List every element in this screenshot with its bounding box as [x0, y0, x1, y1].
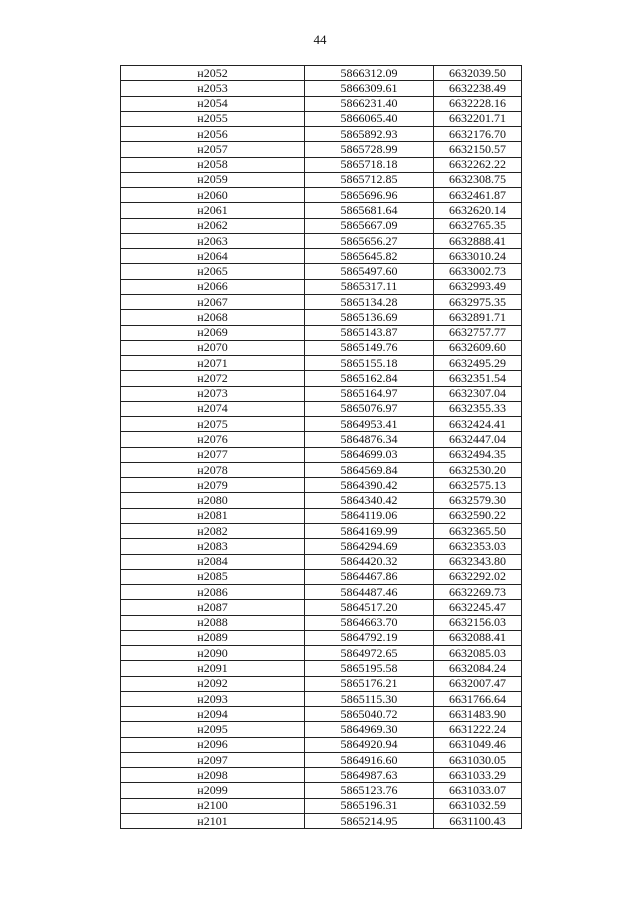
x-coordinate-cell: 5865176.21	[305, 676, 434, 691]
point-id-cell: н2066	[121, 279, 305, 294]
x-coordinate-cell: 5865656.27	[305, 233, 434, 248]
x-coordinate-cell: 5864792.19	[305, 630, 434, 645]
point-id-cell: н2078	[121, 462, 305, 477]
point-id-cell: н2083	[121, 539, 305, 554]
point-id-cell: н2068	[121, 310, 305, 325]
x-coordinate-cell: 5865645.82	[305, 249, 434, 264]
point-id-cell: н2082	[121, 523, 305, 538]
x-coordinate-cell: 5865196.31	[305, 798, 434, 813]
point-id-cell: н2054	[121, 96, 305, 111]
y-coordinate-cell: 6632262.22	[434, 157, 522, 172]
y-coordinate-cell: 6631033.29	[434, 768, 522, 783]
y-coordinate-cell: 6632007.47	[434, 676, 522, 691]
x-coordinate-cell: 5864487.46	[305, 585, 434, 600]
point-id-cell: н2067	[121, 294, 305, 309]
y-coordinate-cell: 6631483.90	[434, 707, 522, 722]
y-coordinate-cell: 6632039.50	[434, 66, 522, 81]
table-row	[121, 279, 522, 294]
point-id-cell: н2091	[121, 661, 305, 676]
x-coordinate-cell: 5864169.99	[305, 523, 434, 538]
point-id-cell: н2056	[121, 127, 305, 142]
x-coordinate-cell: 5865195.58	[305, 661, 434, 676]
x-coordinate-cell: 5865162.84	[305, 371, 434, 386]
x-coordinate-cell: 5865076.97	[305, 401, 434, 416]
x-coordinate-cell: 5865134.28	[305, 294, 434, 309]
table-row	[121, 233, 522, 248]
point-id-cell: н2077	[121, 447, 305, 462]
y-coordinate-cell: 6632308.75	[434, 172, 522, 187]
y-coordinate-cell: 6632575.13	[434, 478, 522, 493]
y-coordinate-cell: 6632365.50	[434, 523, 522, 538]
point-id-cell: н2086	[121, 585, 305, 600]
table-row	[121, 157, 522, 172]
point-id-cell: н2079	[121, 478, 305, 493]
x-coordinate-cell: 5864969.30	[305, 722, 434, 737]
point-id-cell: н2080	[121, 493, 305, 508]
y-coordinate-cell: 6631033.07	[434, 783, 522, 798]
point-id-cell: н2053	[121, 81, 305, 96]
point-id-cell: н2072	[121, 371, 305, 386]
table-row	[121, 600, 522, 615]
table-row	[121, 523, 522, 538]
x-coordinate-cell: 5865143.87	[305, 325, 434, 340]
table-row	[121, 661, 522, 676]
table-row	[121, 798, 522, 813]
table-row	[121, 478, 522, 493]
x-coordinate-cell: 5864390.42	[305, 478, 434, 493]
table-row	[121, 417, 522, 432]
x-coordinate-cell: 5866231.40	[305, 96, 434, 111]
y-coordinate-cell: 6632579.30	[434, 493, 522, 508]
table-row	[121, 371, 522, 386]
y-coordinate-cell: 6632757.77	[434, 325, 522, 340]
x-coordinate-cell: 5864467.86	[305, 569, 434, 584]
table-row	[121, 66, 522, 81]
point-id-cell: н2071	[121, 356, 305, 371]
coordinates-table	[120, 65, 522, 829]
point-id-cell: н2057	[121, 142, 305, 157]
point-id-cell: н2084	[121, 554, 305, 569]
x-coordinate-cell: 5865681.64	[305, 203, 434, 218]
point-id-cell: н2055	[121, 111, 305, 126]
x-coordinate-cell: 5865214.95	[305, 814, 434, 829]
point-id-cell: н2061	[121, 203, 305, 218]
point-id-cell: н2081	[121, 508, 305, 523]
table-row	[121, 96, 522, 111]
y-coordinate-cell: 6632085.03	[434, 646, 522, 661]
point-id-cell: н2070	[121, 340, 305, 355]
table-row	[121, 111, 522, 126]
x-coordinate-cell: 5864517.20	[305, 600, 434, 615]
table-row	[121, 447, 522, 462]
table-row	[121, 615, 522, 630]
table-row	[121, 188, 522, 203]
point-id-cell: н2093	[121, 691, 305, 706]
y-coordinate-cell: 6632888.41	[434, 233, 522, 248]
x-coordinate-cell: 5864119.06	[305, 508, 434, 523]
y-coordinate-cell: 6632495.29	[434, 356, 522, 371]
x-coordinate-cell: 5864699.03	[305, 447, 434, 462]
table-row	[121, 737, 522, 752]
table-row	[121, 325, 522, 340]
y-coordinate-cell: 6632353.03	[434, 539, 522, 554]
x-coordinate-cell: 5865155.18	[305, 356, 434, 371]
table-row	[121, 646, 522, 661]
point-id-cell: н2094	[121, 707, 305, 722]
x-coordinate-cell: 5865667.09	[305, 218, 434, 233]
x-coordinate-cell: 5864420.32	[305, 554, 434, 569]
y-coordinate-cell: 6632975.35	[434, 294, 522, 309]
point-id-cell: н2098	[121, 768, 305, 783]
table-row	[121, 340, 522, 355]
x-coordinate-cell: 5865696.96	[305, 188, 434, 203]
x-coordinate-cell: 5864953.41	[305, 417, 434, 432]
point-id-cell: н2065	[121, 264, 305, 279]
y-coordinate-cell: 6632150.57	[434, 142, 522, 157]
table-row	[121, 539, 522, 554]
y-coordinate-cell: 6631222.24	[434, 722, 522, 737]
point-id-cell: н2087	[121, 600, 305, 615]
y-coordinate-cell: 6633010.24	[434, 249, 522, 264]
table-row	[121, 752, 522, 767]
x-coordinate-cell: 5865712.85	[305, 172, 434, 187]
y-coordinate-cell: 6632176.70	[434, 127, 522, 142]
point-id-cell: н2060	[121, 188, 305, 203]
point-id-cell: н2099	[121, 783, 305, 798]
table-row	[121, 249, 522, 264]
x-coordinate-cell: 5865718.18	[305, 157, 434, 172]
x-coordinate-cell: 5865317.11	[305, 279, 434, 294]
point-id-cell: н2069	[121, 325, 305, 340]
point-id-cell: н2092	[121, 676, 305, 691]
coordinates-table-body	[121, 66, 522, 829]
table-row	[121, 142, 522, 157]
y-coordinate-cell: 6632355.33	[434, 401, 522, 416]
table-row	[121, 585, 522, 600]
point-id-cell: н2089	[121, 630, 305, 645]
y-coordinate-cell: 6632620.14	[434, 203, 522, 218]
point-id-cell: н2073	[121, 386, 305, 401]
y-coordinate-cell: 6632292.02	[434, 569, 522, 584]
page-number: 44	[313, 32, 327, 47]
table-row	[121, 493, 522, 508]
point-id-cell: н2058	[121, 157, 305, 172]
point-id-cell: н2100	[121, 798, 305, 813]
y-coordinate-cell: 6631030.05	[434, 752, 522, 767]
y-coordinate-cell: 6632351.54	[434, 371, 522, 386]
y-coordinate-cell: 6632993.49	[434, 279, 522, 294]
y-coordinate-cell: 6632088.41	[434, 630, 522, 645]
x-coordinate-cell: 5864916.60	[305, 752, 434, 767]
y-coordinate-cell: 6632084.24	[434, 661, 522, 676]
x-coordinate-cell: 5864920.94	[305, 737, 434, 752]
point-id-cell: н2075	[121, 417, 305, 432]
x-coordinate-cell: 5864294.69	[305, 539, 434, 554]
table-row	[121, 172, 522, 187]
point-id-cell: н2095	[121, 722, 305, 737]
x-coordinate-cell: 5866312.09	[305, 66, 434, 81]
table-row	[121, 264, 522, 279]
table-row	[121, 707, 522, 722]
y-coordinate-cell: 6632343.80	[434, 554, 522, 569]
point-id-cell: н2076	[121, 432, 305, 447]
y-coordinate-cell: 6632228.16	[434, 96, 522, 111]
table-row	[121, 356, 522, 371]
table-row	[121, 630, 522, 645]
table-row	[121, 691, 522, 706]
table-row	[121, 768, 522, 783]
table-row	[121, 127, 522, 142]
table-row	[121, 401, 522, 416]
y-coordinate-cell: 6632245.47	[434, 600, 522, 615]
table-row	[121, 676, 522, 691]
table-row	[121, 814, 522, 829]
table-row	[121, 508, 522, 523]
x-coordinate-cell: 5864663.70	[305, 615, 434, 630]
table-row	[121, 218, 522, 233]
y-coordinate-cell: 6632156.03	[434, 615, 522, 630]
table-row	[121, 722, 522, 737]
point-id-cell: н2096	[121, 737, 305, 752]
x-coordinate-cell: 5865728.99	[305, 142, 434, 157]
point-id-cell: н2097	[121, 752, 305, 767]
point-id-cell: н2064	[121, 249, 305, 264]
point-id-cell: н2059	[121, 172, 305, 187]
x-coordinate-cell: 5865164.97	[305, 386, 434, 401]
table-row	[121, 569, 522, 584]
x-coordinate-cell: 5864876.34	[305, 432, 434, 447]
y-coordinate-cell: 6632765.35	[434, 218, 522, 233]
point-id-cell: н2063	[121, 233, 305, 248]
y-coordinate-cell: 6632307.04	[434, 386, 522, 401]
x-coordinate-cell: 5865115.30	[305, 691, 434, 706]
y-coordinate-cell: 6632447.04	[434, 432, 522, 447]
x-coordinate-cell: 5865040.72	[305, 707, 434, 722]
y-coordinate-cell: 6631032.59	[434, 798, 522, 813]
table-row	[121, 554, 522, 569]
table-row	[121, 81, 522, 96]
x-coordinate-cell: 5866065.40	[305, 111, 434, 126]
y-coordinate-cell: 6632530.20	[434, 462, 522, 477]
table-row	[121, 386, 522, 401]
x-coordinate-cell: 5865892.93	[305, 127, 434, 142]
table-row	[121, 432, 522, 447]
point-id-cell: н2090	[121, 646, 305, 661]
point-id-cell: н2085	[121, 569, 305, 584]
point-id-cell: н2074	[121, 401, 305, 416]
x-coordinate-cell: 5865123.76	[305, 783, 434, 798]
table-row	[121, 783, 522, 798]
x-coordinate-cell: 5866309.61	[305, 81, 434, 96]
point-id-cell: н2052	[121, 66, 305, 81]
point-id-cell: н2088	[121, 615, 305, 630]
table-row	[121, 203, 522, 218]
table-row	[121, 310, 522, 325]
y-coordinate-cell: 6631049.46	[434, 737, 522, 752]
y-coordinate-cell: 6632424.41	[434, 417, 522, 432]
x-coordinate-cell: 5864972.65	[305, 646, 434, 661]
x-coordinate-cell: 5865497.60	[305, 264, 434, 279]
y-coordinate-cell: 6633002.73	[434, 264, 522, 279]
y-coordinate-cell: 6632238.49	[434, 81, 522, 96]
point-id-cell: н2062	[121, 218, 305, 233]
y-coordinate-cell: 6632461.87	[434, 188, 522, 203]
x-coordinate-cell: 5864340.42	[305, 493, 434, 508]
x-coordinate-cell: 5865149.76	[305, 340, 434, 355]
y-coordinate-cell: 6631766.64	[434, 691, 522, 706]
point-id-cell: н2101	[121, 814, 305, 829]
y-coordinate-cell: 6632891.71	[434, 310, 522, 325]
x-coordinate-cell: 5865136.69	[305, 310, 434, 325]
table-row	[121, 294, 522, 309]
y-coordinate-cell: 6631100.43	[434, 814, 522, 829]
x-coordinate-cell: 5864987.63	[305, 768, 434, 783]
y-coordinate-cell: 6632269.73	[434, 585, 522, 600]
x-coordinate-cell: 5864569.84	[305, 462, 434, 477]
y-coordinate-cell: 6632609.60	[434, 340, 522, 355]
y-coordinate-cell: 6632201.71	[434, 111, 522, 126]
table-row	[121, 462, 522, 477]
y-coordinate-cell: 6632590.22	[434, 508, 522, 523]
y-coordinate-cell: 6632494.35	[434, 447, 522, 462]
